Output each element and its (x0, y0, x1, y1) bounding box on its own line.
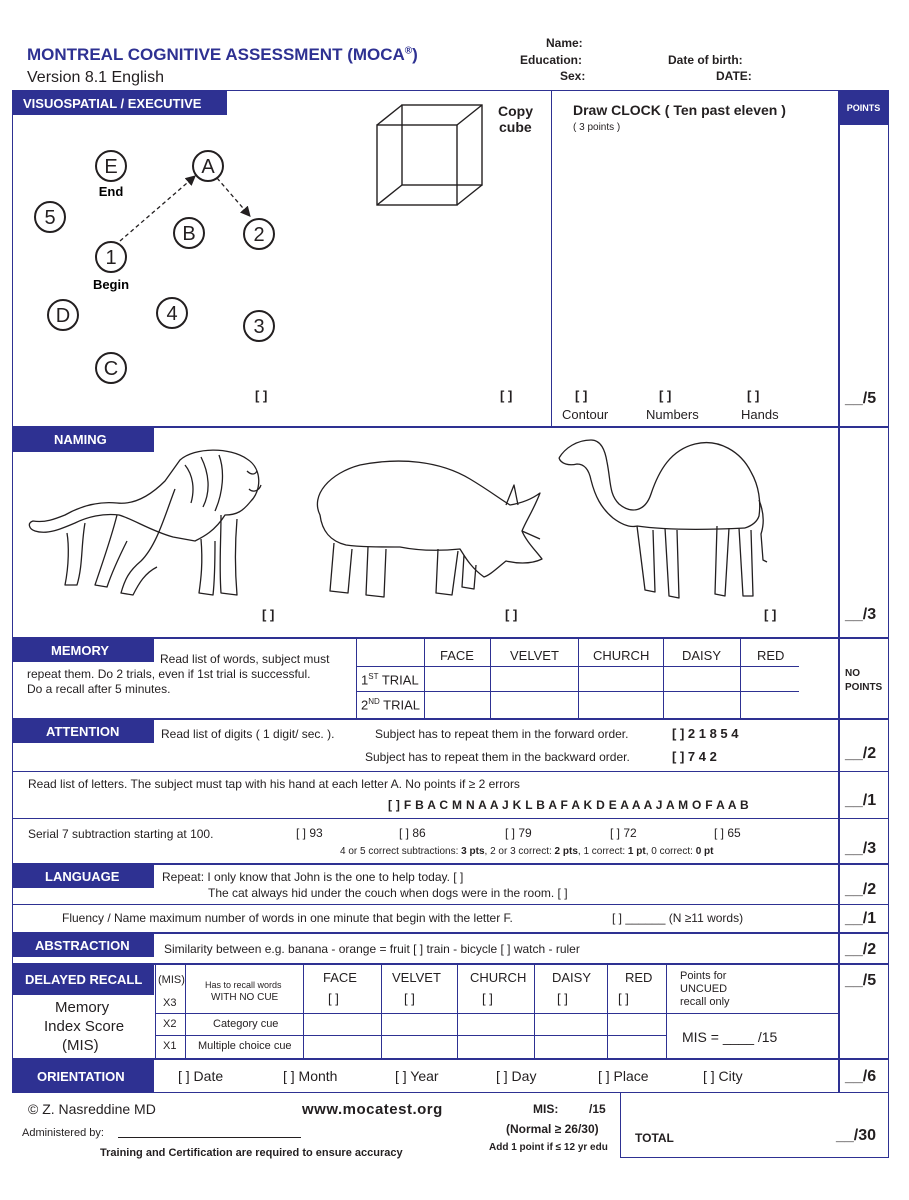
serial-79-checkbox[interactable]: [ ] 79 (505, 826, 532, 840)
memory-instruction-3: Do a recall after 5 minutes. (27, 682, 171, 696)
digits-instruction: Read list of digits ( 1 digit/ sec. ). (161, 727, 335, 741)
trail-node-d: D (55, 305, 71, 327)
serial-72-checkbox[interactable]: [ ] 72 (610, 826, 637, 840)
numbers-label: Numbers (646, 407, 699, 422)
trail-node-4: 4 (166, 303, 178, 325)
begin-label: Begin (92, 277, 130, 292)
name-label: Name: (546, 36, 583, 50)
memory-word-church: CHURCH (593, 648, 650, 663)
visuospatial-header: VISUOSPATIAL / EXECUTIVE (13, 91, 227, 115)
abstraction-header: ABSTRACTION (13, 933, 154, 957)
repeat-sentence-2[interactable]: The cat always hid under the couch when dogs were in the room. [ ] (208, 886, 568, 900)
forward-digits-checkbox[interactable]: [ ] 2 1 8 5 4 (672, 726, 739, 741)
numbers-checkbox[interactable]: [ ] (659, 388, 672, 403)
memory-header: MEMORY (13, 638, 154, 662)
serial-65-checkbox[interactable]: [ ] 65 (714, 826, 741, 840)
cube-label: cube (499, 119, 532, 135)
serial-instruction: Serial 7 subtraction starting at 100. (28, 827, 214, 841)
contour-checkbox[interactable]: [ ] (575, 388, 588, 403)
orientation-year[interactable]: [ ] Year (395, 1068, 439, 1084)
camel-checkbox[interactable]: [ ] (764, 607, 777, 622)
uncued-label-2: UNCUED (680, 983, 728, 995)
multiple-choice-cue-label: Multiple choice cue (198, 1040, 292, 1052)
category-cue-label: Category cue (213, 1018, 279, 1030)
education-adjustment: Add 1 point if ≤ 12 yr edu (489, 1142, 608, 1153)
letters-instruction: Read list of letters. The subject must tap with his hand at each letter A. No points if ≥ 2 errors (28, 777, 520, 791)
repeat-sentence-1[interactable]: Repeat: I only know that John is the one to help today. [ ] (162, 870, 464, 884)
recall-velvet-checkbox[interactable]: [ ] (404, 991, 415, 1006)
total-score[interactable]: __/30 (836, 1127, 877, 1144)
trail-node-2: 2 (253, 224, 265, 246)
trail-node-a: A (201, 156, 215, 178)
repeat-score[interactable]: __/2 (845, 881, 877, 898)
backward-digits-checkbox[interactable]: [ ] 7 4 2 (672, 749, 717, 764)
fluency-checkbox[interactable]: [ ] ______ (N ≥11 words) (612, 911, 744, 925)
recall-word-church: CHURCH (470, 970, 527, 985)
recall-red-checkbox[interactable]: [ ] (618, 991, 629, 1006)
end-label: End (98, 184, 124, 199)
orientation-date[interactable]: [ ] Date (178, 1068, 224, 1084)
serial-86-checkbox[interactable]: [ ] 86 (399, 826, 426, 840)
mis-footer-label: MIS: (533, 1102, 559, 1116)
trail-node-1: 1 (105, 247, 117, 269)
memory-index-label-1: Memory (55, 999, 110, 1016)
clock-instruction: Draw CLOCK ( Ten past eleven ) (573, 102, 786, 118)
memory-word-velvet: VELVET (510, 648, 559, 663)
serial-93-checkbox[interactable]: [ ] 93 (296, 826, 323, 840)
x3-label: X3 (163, 997, 177, 1009)
trail-making-diagram (20, 140, 320, 390)
lion-drawing (25, 445, 265, 603)
cube-checkbox[interactable]: [ ] (500, 388, 513, 403)
no-points-label-2: POINTS (845, 682, 883, 693)
trail-node-e: E (104, 156, 118, 178)
cube-drawing (372, 100, 490, 212)
mis-equation[interactable]: MIS = ____ /15 (682, 1029, 778, 1045)
serial-score[interactable]: __/3 (845, 840, 877, 857)
trail-checkbox[interactable]: [ ] (255, 388, 268, 403)
memory-index-label-2: Index Score (44, 1018, 125, 1035)
x1-label: X1 (163, 1040, 177, 1052)
letters-checkbox[interactable]: [ ] F B A C M N A A J K L B A F A K D E A A A J A M O F A A B (388, 798, 749, 812)
no-cue-label-2: WITH NO CUE (211, 992, 279, 1003)
rhino-checkbox[interactable]: [ ] (505, 607, 518, 622)
recall-face-checkbox[interactable]: [ ] (328, 991, 339, 1006)
trail-node-c: C (103, 358, 119, 380)
language-header: LANGUAGE (13, 864, 154, 888)
no-points-label: NO (845, 668, 860, 679)
contour-label: Contour (562, 407, 609, 422)
recall-word-red: RED (625, 970, 653, 985)
sex-label: Sex: (560, 69, 586, 83)
recall-word-velvet: VELVET (392, 970, 441, 985)
memory-instruction-2: repeat them. Do 2 trials, even if 1st trial is successful. (27, 667, 311, 681)
delayed-recall-score[interactable]: __/5 (845, 972, 877, 989)
trial-2-label: 2ND TRIAL (361, 697, 421, 713)
attention-header: ATTENTION (13, 719, 154, 743)
backward-instruction: Subject has to repeat them in the backward order. (365, 750, 630, 764)
naming-header: NAMING (13, 427, 154, 452)
letters-score[interactable]: __/1 (845, 792, 877, 809)
naming-score[interactable]: __/3 (845, 606, 877, 623)
lion-checkbox[interactable]: [ ] (262, 607, 275, 622)
administered-by-line[interactable] (118, 1137, 301, 1138)
fluency-score[interactable]: __/1 (845, 910, 877, 927)
orientation-day[interactable]: [ ] Day (496, 1068, 537, 1084)
dob-label: Date of birth: (668, 53, 743, 67)
uncued-label-1: Points for (680, 970, 727, 982)
delayed-recall-header: DELAYED RECALL (13, 964, 154, 995)
memory-word-face: FACE (440, 648, 474, 663)
x2-label: X2 (163, 1018, 177, 1030)
orientation-city[interactable]: [ ] City (703, 1068, 743, 1084)
recall-daisy-checkbox[interactable]: [ ] (557, 991, 568, 1006)
clock-points: ( 3 points ) (573, 122, 621, 133)
training-notice: Training and Certification are required to ensure accuracy (100, 1147, 403, 1159)
memory-word-red: RED (757, 648, 785, 663)
date-label: DATE: (716, 69, 752, 83)
version: Version 8.1 English (27, 69, 164, 86)
recall-church-checkbox[interactable]: [ ] (482, 991, 493, 1006)
website[interactable]: www.mocatest.org (302, 1101, 443, 1118)
trail-node-5: 5 (44, 207, 56, 229)
points-header: POINTS (839, 91, 888, 125)
trail-node-b: B (182, 223, 196, 245)
education-label: Education: (520, 53, 582, 67)
digits-score[interactable]: __/2 (845, 745, 877, 762)
serial-scoring-note: 4 or 5 correct subtractions: 3 pts, 2 or 3 correct: 2 pts, 1 correct: 1 pt, 0 correct: 0 pt (340, 846, 714, 857)
hands-checkbox[interactable]: [ ] (747, 388, 760, 403)
uncued-label-3: recall only (680, 996, 730, 1008)
rhino-drawing (300, 455, 550, 605)
hands-label: Hands (741, 407, 779, 422)
memory-instruction-1: Read list of words, subject must (160, 652, 330, 666)
administered-by-label: Administered by: (22, 1127, 104, 1139)
orientation-month[interactable]: [ ] Month (283, 1068, 338, 1084)
form-title: MONTREAL COGNITIVE ASSESSMENT (MOCA®) (27, 45, 418, 64)
memory-index-label-3: (MIS) (62, 1037, 99, 1054)
camel-drawing (555, 430, 770, 605)
orientation-header: ORIENTATION (13, 1059, 154, 1093)
visuospatial-score[interactable]: __/5 (845, 390, 877, 407)
forward-instruction: Subject has to repeat them in the forward order. (375, 727, 629, 741)
abstraction-score[interactable]: __/2 (845, 941, 877, 958)
abstraction-items[interactable]: Similarity between e.g. banana - orange = fruit [ ] train - bicycle [ ] watch - ruler (164, 942, 580, 956)
recall-word-daisy: DAISY (552, 970, 592, 985)
total-label: TOTAL (635, 1131, 674, 1145)
memory-word-daisy: DAISY (682, 648, 722, 663)
trail-node-3: 3 (253, 316, 265, 338)
normal-range: (Normal ≥ 26/30) (506, 1122, 599, 1136)
recall-word-face: FACE (323, 970, 357, 985)
copyright: © Z. Nasreddine MD (28, 1101, 156, 1117)
memory-grid (356, 638, 798, 718)
total-box (620, 1093, 889, 1158)
orientation-score[interactable]: __/6 (845, 1068, 877, 1085)
mis-footer-denominator: /15 (589, 1102, 606, 1116)
trial-1-label: 1ST TRIAL (361, 672, 419, 688)
fluency-instruction: Fluency / Name maximum number of words in one minute that begin with the letter F. (62, 911, 513, 925)
copy-label: Copy (498, 103, 533, 119)
orientation-place[interactable]: [ ] Place (598, 1068, 649, 1084)
no-cue-label-1: Has to recall words (205, 980, 282, 990)
mis-column-label: (MIS) (158, 974, 185, 986)
